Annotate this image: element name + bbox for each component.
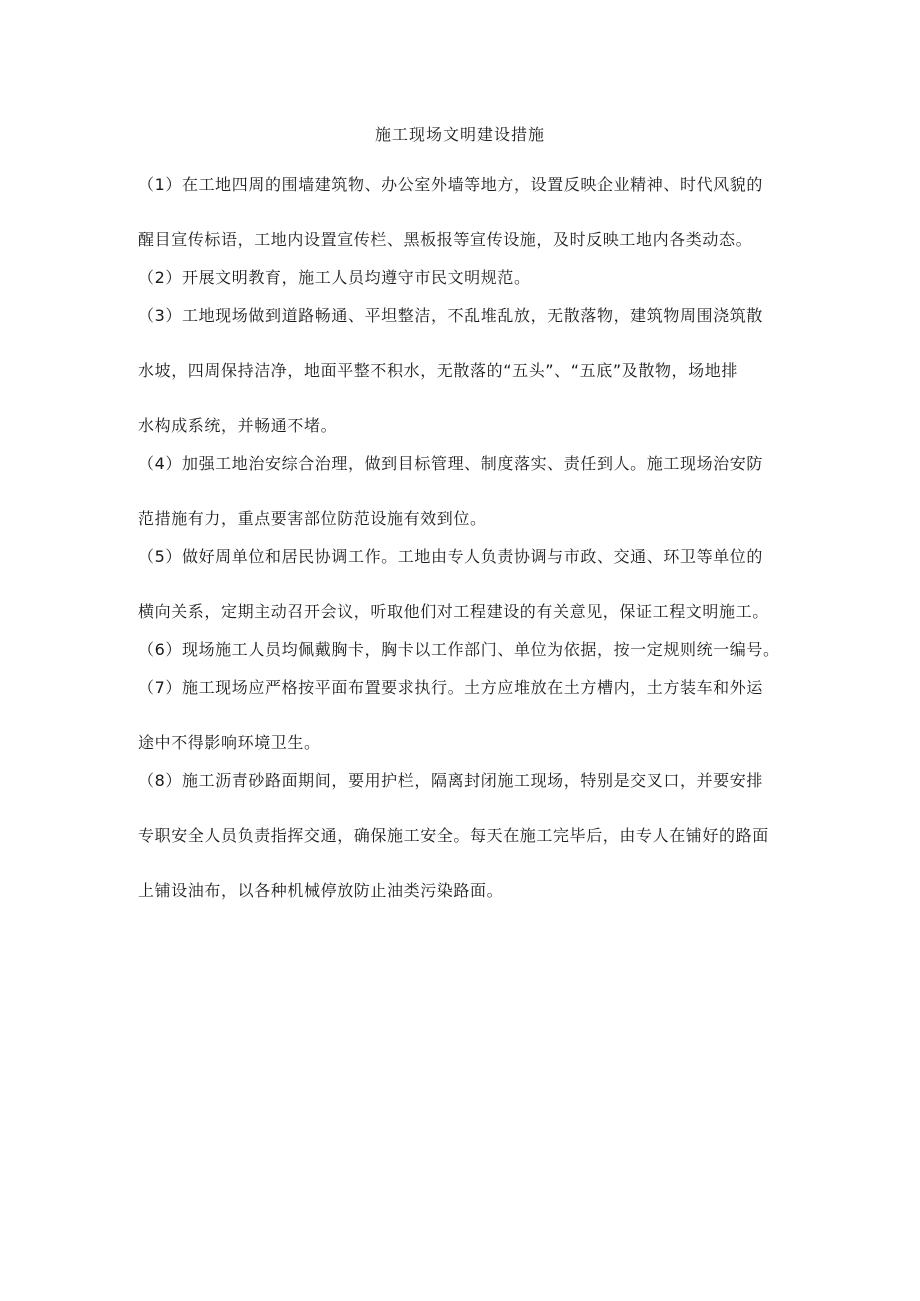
paragraph-line: 途中不得影响环境卫生。 bbox=[138, 733, 321, 752]
paragraph-line: （3）工地现场做到道路畅通、平坦整洁，不乱堆乱放，无散落物，建筑物周围浇筑散 bbox=[138, 306, 763, 325]
paragraph-line: 水坡，四周保持洁净，地面平整不积水，无散落的“五头”、“五底”及散物，场地排 bbox=[138, 361, 738, 380]
paragraph-line: （5）做好周单位和居民协调工作。工地由专人负责协调与市政、交通、环卫等单位的 bbox=[138, 547, 763, 566]
paragraph-line: 专职安全人员负责指挥交通，确保施工安全。每天在施工完毕后，由专人在铺好的路面 bbox=[138, 826, 769, 845]
paragraph-line: 范措施有力，重点要害部位防范设施有效到位。 bbox=[138, 509, 487, 528]
paragraph-line: （8）施工沥青砂路面期间，要用护栏，隔离封闭施工现场，特别是交叉口，并要安排 bbox=[138, 771, 763, 790]
paragraph-3 bbox=[138, 301, 798, 440]
paragraph-line: （4）加强工地治安综合治理，做到目标管理、制度落实、责任到人。施工现场治安防 bbox=[138, 454, 763, 473]
paragraph-line: （1）在工地四周的围墙建筑物、办公室外墙等地方，设置反映企业精神、时代风貌的 bbox=[138, 175, 763, 194]
document-body bbox=[138, 170, 798, 914]
paragraph-1 bbox=[138, 170, 798, 254]
paragraph-line: 水构成系统，并畅通不堵。 bbox=[138, 416, 338, 435]
paragraph-5 bbox=[138, 542, 798, 626]
document-title: 施工现场文明建设措施 bbox=[374, 125, 545, 144]
paragraph-line: （2）开展文明教育，施工人员均遵守市民文明规范。 bbox=[138, 268, 531, 287]
paragraph-6 bbox=[138, 635, 798, 664]
paragraph-line: 横向关系，定期主动召开会议，听取他们对工程建设的有关意见，保证工程文明施工。 bbox=[138, 602, 769, 621]
paragraph-line: 上铺设油布，以各种机械停放防止油类污染路面。 bbox=[138, 881, 504, 900]
paragraph-line: 醒目宣传标语，工地内设置宣传栏、黑板报等宣传设施，及时反映工地内各类动态。 bbox=[138, 230, 753, 249]
paragraph-7 bbox=[138, 673, 798, 757]
paragraph-8 bbox=[138, 766, 798, 905]
paragraph-4 bbox=[138, 449, 798, 533]
paragraph-2 bbox=[138, 263, 798, 292]
paragraph-line: （6）现场施工人员均佩戴胸卡，胸卡以工作部门、单位为依据，按一定规则统一编号。 bbox=[138, 640, 780, 659]
paragraph-line: （7）施工现场应严格按平面布置要求执行。土方应堆放在土方槽内，土方装车和外运 bbox=[138, 678, 763, 697]
